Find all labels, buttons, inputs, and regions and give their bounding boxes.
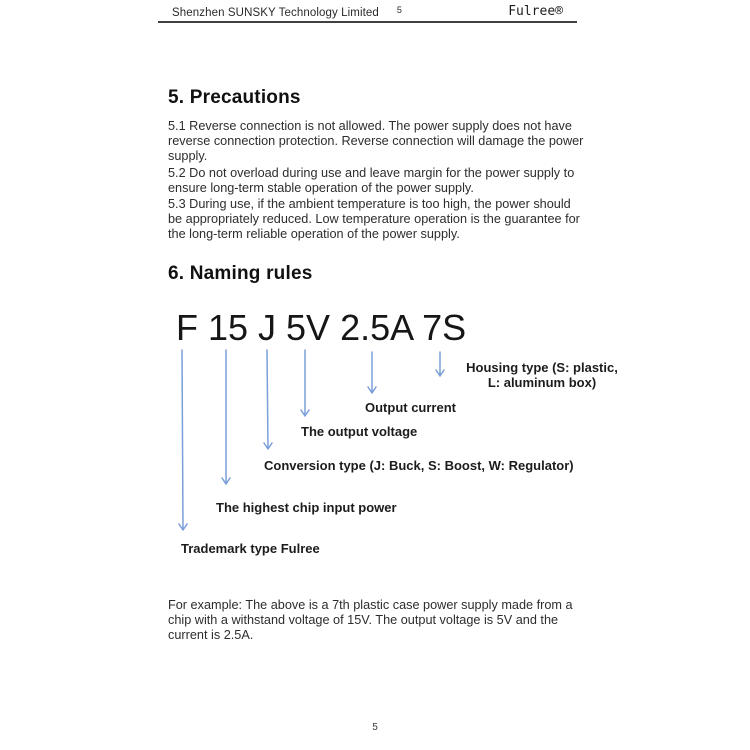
precautions-section-title: 5. Precautions	[168, 87, 301, 108]
naming-code-text: F 15 J 5V 2.5A 7S	[176, 307, 467, 348]
arrow-housing	[436, 352, 444, 376]
precaution-item-1: 5.1 Reverse connection is not allowed. The power supply does not have reverse connection protection. Reverse connection will damage the power supply.	[168, 119, 584, 163]
housing-type-label	[459, 360, 625, 390]
output-current-label: Output current	[365, 400, 456, 415]
arrow-trademark	[179, 350, 187, 530]
arrow-output-current	[368, 352, 376, 393]
header-company-name: Shenzhen SUNSKY Technology Limited	[172, 7, 379, 19]
header-brand-logo: Fulree®	[508, 4, 563, 19]
output-voltage-label: The output voltage	[301, 424, 418, 439]
trademark-type-label: Trademark type Fulree	[181, 541, 320, 556]
header-page-ref: 5	[396, 5, 402, 15]
arrow-chip-power	[222, 350, 230, 484]
page-header	[158, 4, 577, 23]
housing-type-label-line2: L: aluminum box)	[487, 375, 597, 390]
precaution-item-2: 5.2 Do not overload during use and leave margin for the power supply to ensure long-term stable operation of the power supply.	[168, 166, 575, 195]
arrow-output-voltage	[301, 350, 309, 416]
naming-example-paragraph: For example: The above is a 7th plastic case power supply made from a chip with a withstand voltage of 15V. The output voltage is 5V and the current is 2.5A.	[168, 598, 573, 642]
precaution-item-3: 5.3 During use, if the ambient temperature is too high, the power should be appropriately reduced. Low temperature operation is the guarantee for the long-term reliable operation of the power supply.	[168, 197, 580, 241]
arrow-conversion	[264, 350, 272, 449]
conversion-type-label: Conversion type (J: Buck, S: Boost, W: Regulator)	[264, 458, 574, 473]
housing-type-label-line1: Housing type (S: plastic,	[466, 360, 618, 375]
naming-section-title: 6. Naming rules	[168, 263, 313, 284]
chip-input-power-label: The highest chip input power	[216, 500, 397, 515]
footer-page-number: 5	[372, 722, 378, 733]
